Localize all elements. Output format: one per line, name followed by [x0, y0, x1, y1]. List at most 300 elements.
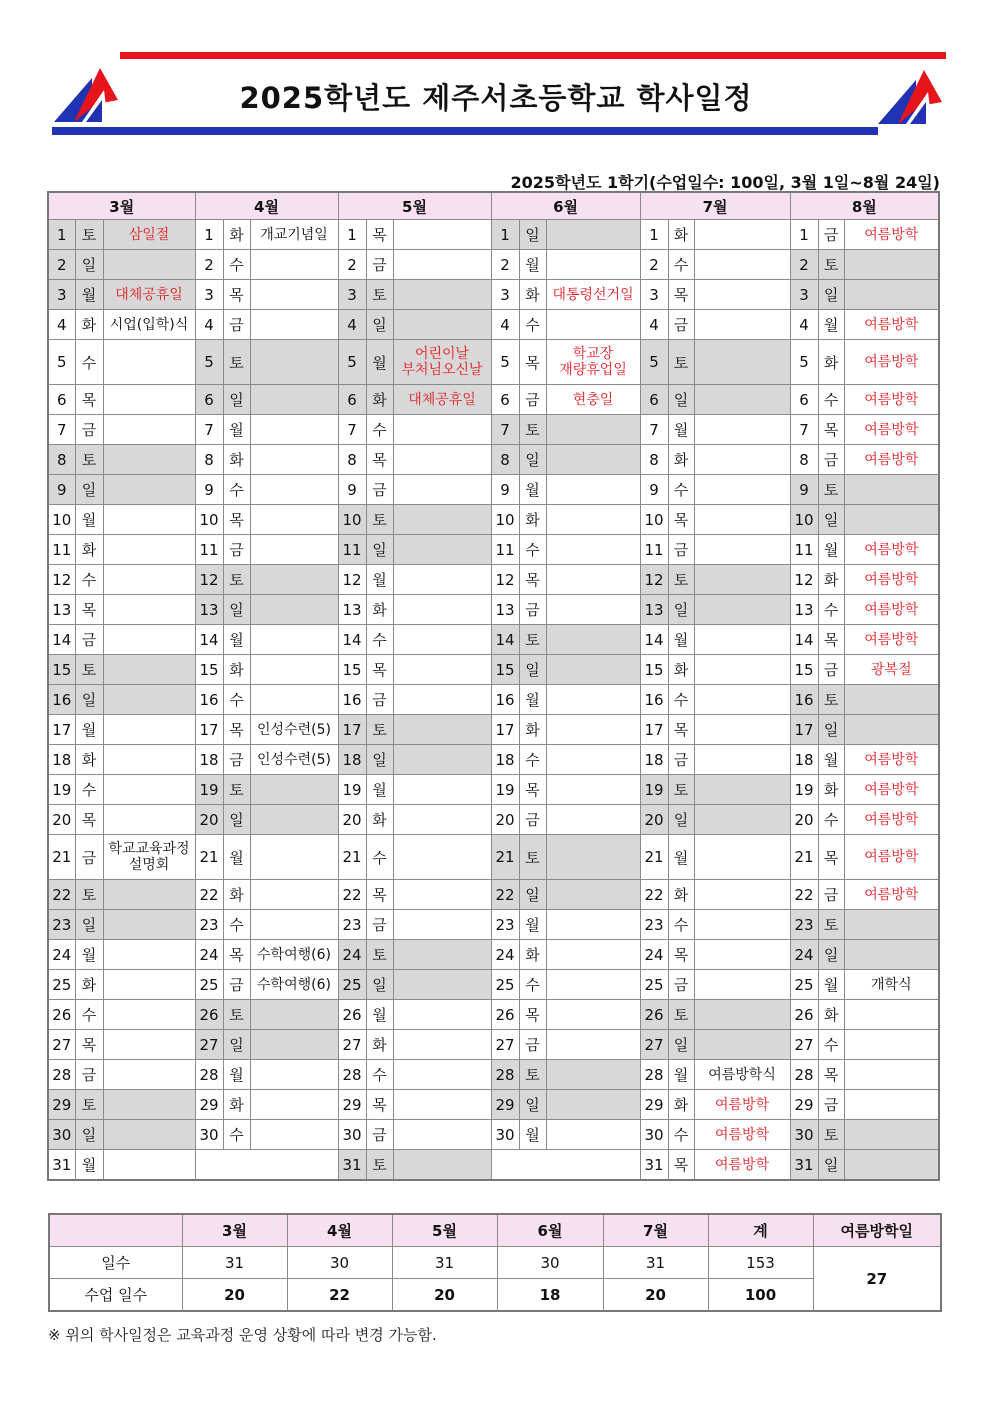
- day-number: 20: [338, 805, 366, 835]
- event-cell: 여름방학: [694, 1090, 790, 1120]
- day-number: 31: [640, 1150, 668, 1181]
- day-number: 15: [790, 655, 818, 685]
- event-cell: 여름방학: [694, 1120, 790, 1150]
- event-cell: [393, 1120, 491, 1150]
- event-cell: 개학식: [844, 970, 939, 1000]
- weekday: 일: [75, 250, 103, 280]
- day-number: 3: [640, 280, 668, 310]
- day-number: 14: [491, 625, 519, 655]
- day-number: 5: [640, 340, 668, 385]
- event-cell: [393, 310, 491, 340]
- event-cell: [250, 910, 338, 940]
- event-cell: [393, 685, 491, 715]
- event-cell: [546, 250, 640, 280]
- weekday: 목: [75, 1030, 103, 1060]
- day-number: 24: [195, 940, 223, 970]
- day-number: 22: [790, 880, 818, 910]
- event-cell: [844, 250, 939, 280]
- weekday: 수: [75, 340, 103, 385]
- month-header: 8월: [790, 192, 939, 220]
- event-cell: [694, 775, 790, 805]
- event-cell: [103, 1030, 195, 1060]
- day-number: 6: [491, 385, 519, 415]
- weekday: 월: [818, 535, 844, 565]
- event-cell: [694, 415, 790, 445]
- event-cell: [546, 565, 640, 595]
- day-number: 25: [640, 970, 668, 1000]
- weekday: 수: [75, 775, 103, 805]
- day-number: 30: [640, 1120, 668, 1150]
- weekday: 토: [75, 1090, 103, 1120]
- day-number: 18: [491, 745, 519, 775]
- weekday: 월: [366, 775, 393, 805]
- event-cell: [694, 280, 790, 310]
- weekday: 월: [366, 1000, 393, 1030]
- day-number: 12: [338, 565, 366, 595]
- weekday: 수: [818, 385, 844, 415]
- day-number: 12: [790, 565, 818, 595]
- weekday: 수: [366, 415, 393, 445]
- weekday: 토: [366, 715, 393, 745]
- event-cell: [694, 310, 790, 340]
- day-number: 26: [491, 1000, 519, 1030]
- weekday: 토: [818, 910, 844, 940]
- weekday: 금: [668, 535, 694, 565]
- event-cell: [694, 475, 790, 505]
- event-cell: [546, 775, 640, 805]
- day-number: 5: [790, 340, 818, 385]
- weekday: 화: [223, 655, 250, 685]
- weekday: 월: [366, 565, 393, 595]
- event-cell: [694, 970, 790, 1000]
- event-cell: [393, 715, 491, 745]
- weekday: 수: [223, 910, 250, 940]
- day-number: 31: [48, 1150, 75, 1181]
- event-cell: [103, 745, 195, 775]
- day-number: 4: [491, 310, 519, 340]
- event-cell: [250, 880, 338, 910]
- event-cell: [103, 970, 195, 1000]
- day-number: 30: [491, 1120, 519, 1150]
- weekday: 금: [519, 1030, 546, 1060]
- weekday: 수: [818, 1030, 844, 1060]
- day-number: 3: [790, 280, 818, 310]
- day-number: 11: [48, 535, 75, 565]
- day-number: 24: [338, 940, 366, 970]
- event-cell: [694, 1030, 790, 1060]
- day-number: 20: [48, 805, 75, 835]
- event-cell: [103, 340, 195, 385]
- weekday: 일: [75, 685, 103, 715]
- event-cell: [103, 1000, 195, 1030]
- weekday: 목: [519, 565, 546, 595]
- event-cell: 학교장 재량휴업일: [546, 340, 640, 385]
- event-cell: [546, 835, 640, 880]
- weekday: 화: [818, 340, 844, 385]
- event-cell: [546, 535, 640, 565]
- day-number: 25: [338, 970, 366, 1000]
- event-cell: [103, 715, 195, 745]
- event-cell: [694, 565, 790, 595]
- event-cell: [103, 880, 195, 910]
- weekday: 수: [818, 595, 844, 625]
- day-number: 16: [338, 685, 366, 715]
- day-number: 11: [195, 535, 223, 565]
- month-header: 4월: [195, 192, 338, 220]
- event-cell: 대체공휴일: [103, 280, 195, 310]
- empty-cell: [195, 1150, 338, 1181]
- event-cell: [694, 625, 790, 655]
- weekday: 금: [75, 1060, 103, 1090]
- weekday: 화: [223, 220, 250, 250]
- weekday: 수: [818, 805, 844, 835]
- weekday: 금: [366, 250, 393, 280]
- event-cell: [694, 535, 790, 565]
- day-number: 2: [790, 250, 818, 280]
- day-number: 16: [491, 685, 519, 715]
- event-cell: [694, 445, 790, 475]
- day-number: 9: [195, 475, 223, 505]
- day-number: 6: [790, 385, 818, 415]
- weekday: 토: [366, 280, 393, 310]
- event-cell: 여름방학: [844, 415, 939, 445]
- event-cell: [694, 505, 790, 535]
- summary-header: 5월: [392, 1214, 497, 1247]
- summary-header: 6월: [497, 1214, 603, 1247]
- event-cell: [103, 565, 195, 595]
- event-cell: 여름방학: [844, 625, 939, 655]
- weekday: 수: [366, 1060, 393, 1090]
- weekday: 화: [668, 220, 694, 250]
- day-number: 29: [195, 1090, 223, 1120]
- month-header: 5월: [338, 192, 491, 220]
- weekday: 월: [818, 745, 844, 775]
- day-number: 22: [491, 880, 519, 910]
- day-number: 19: [195, 775, 223, 805]
- weekday: 토: [223, 565, 250, 595]
- weekday: 목: [818, 1060, 844, 1090]
- day-number: 13: [790, 595, 818, 625]
- weekday: 목: [366, 1090, 393, 1120]
- event-cell: [393, 1030, 491, 1060]
- summary-header: 계: [708, 1214, 813, 1247]
- event-cell: 여름방학: [844, 340, 939, 385]
- day-number: 16: [790, 685, 818, 715]
- event-cell: 개교기념일: [250, 220, 338, 250]
- weekday: 화: [223, 445, 250, 475]
- event-cell: [844, 1030, 939, 1060]
- weekday: 일: [223, 595, 250, 625]
- event-cell: [694, 940, 790, 970]
- weekday: 토: [223, 1000, 250, 1030]
- weekday: 화: [366, 1030, 393, 1060]
- weekday: 토: [75, 880, 103, 910]
- day-number: 28: [491, 1060, 519, 1090]
- weekday: 화: [366, 385, 393, 415]
- event-cell: 대통령선거일: [546, 280, 640, 310]
- event-cell: [844, 475, 939, 505]
- weekday: 화: [668, 1090, 694, 1120]
- day-number: 27: [491, 1030, 519, 1060]
- weekday: 목: [75, 385, 103, 415]
- day-number: 20: [491, 805, 519, 835]
- event-cell: [694, 745, 790, 775]
- event-cell: [844, 1060, 939, 1090]
- weekday: 토: [75, 655, 103, 685]
- weekday: 금: [818, 1090, 844, 1120]
- weekday: 일: [668, 595, 694, 625]
- day-number: 23: [491, 910, 519, 940]
- day-number: 21: [491, 835, 519, 880]
- event-cell: [250, 280, 338, 310]
- event-cell: [694, 655, 790, 685]
- day-number: 9: [640, 475, 668, 505]
- weekday: 수: [519, 745, 546, 775]
- weekday: 금: [75, 625, 103, 655]
- event-cell: [546, 1060, 640, 1090]
- weekday: 월: [519, 685, 546, 715]
- weekday: 금: [818, 445, 844, 475]
- weekday: 월: [519, 475, 546, 505]
- day-number: 14: [48, 625, 75, 655]
- weekday: 월: [668, 625, 694, 655]
- weekday: 토: [668, 565, 694, 595]
- event-cell: 여름방학: [844, 220, 939, 250]
- summary-cell: 22: [287, 1279, 392, 1312]
- event-cell: [393, 250, 491, 280]
- weekday: 화: [519, 940, 546, 970]
- day-number: 23: [195, 910, 223, 940]
- day-number: 24: [48, 940, 75, 970]
- day-number: 8: [640, 445, 668, 475]
- event-cell: [844, 1000, 939, 1030]
- weekday: 토: [75, 220, 103, 250]
- event-cell: [250, 565, 338, 595]
- weekday: 월: [519, 250, 546, 280]
- page-title: 2025학년도 제주서초등학교 학사일정: [239, 81, 753, 115]
- event-cell: [546, 505, 640, 535]
- weekday: 목: [223, 715, 250, 745]
- day-number: 1: [640, 220, 668, 250]
- summary-cell: 18: [497, 1279, 603, 1312]
- weekday: 수: [223, 1120, 250, 1150]
- event-cell: [546, 1120, 640, 1150]
- event-cell: [393, 625, 491, 655]
- day-number: 17: [48, 715, 75, 745]
- day-number: 10: [338, 505, 366, 535]
- day-number: 29: [640, 1090, 668, 1120]
- day-number: 28: [48, 1060, 75, 1090]
- event-cell: 여름방학: [844, 835, 939, 880]
- event-cell: [546, 415, 640, 445]
- weekday: 목: [668, 715, 694, 745]
- day-number: 30: [48, 1120, 75, 1150]
- day-number: 15: [491, 655, 519, 685]
- weekday: 목: [75, 595, 103, 625]
- event-cell: [103, 385, 195, 415]
- event-cell: [393, 1060, 491, 1090]
- day-number: 27: [338, 1030, 366, 1060]
- day-number: 13: [338, 595, 366, 625]
- day-number: 21: [338, 835, 366, 880]
- event-cell: [393, 280, 491, 310]
- weekday: 금: [818, 655, 844, 685]
- weekday: 토: [75, 445, 103, 475]
- event-cell: [393, 1150, 491, 1181]
- event-cell: [393, 970, 491, 1000]
- weekday: 토: [519, 625, 546, 655]
- day-number: 5: [48, 340, 75, 385]
- event-cell: [103, 1090, 195, 1120]
- summary-cell: 30: [497, 1247, 603, 1279]
- weekday: 수: [519, 535, 546, 565]
- event-cell: [250, 385, 338, 415]
- day-number: 26: [48, 1000, 75, 1030]
- weekday: 금: [366, 685, 393, 715]
- day-number: 30: [195, 1120, 223, 1150]
- day-number: 23: [338, 910, 366, 940]
- weekday: 목: [366, 220, 393, 250]
- event-cell: [393, 505, 491, 535]
- event-cell: [546, 310, 640, 340]
- day-number: 6: [195, 385, 223, 415]
- weekday: 금: [818, 880, 844, 910]
- day-number: 1: [491, 220, 519, 250]
- day-number: 4: [338, 310, 366, 340]
- event-cell: [103, 535, 195, 565]
- summary-vacation-days: 27: [813, 1247, 941, 1312]
- day-number: 19: [790, 775, 818, 805]
- summary-cell: 30: [287, 1247, 392, 1279]
- weekday: 일: [519, 655, 546, 685]
- weekday: 월: [75, 715, 103, 745]
- weekday: 목: [366, 880, 393, 910]
- day-number: 27: [640, 1030, 668, 1060]
- day-number: 25: [195, 970, 223, 1000]
- event-cell: [694, 835, 790, 880]
- day-number: 27: [48, 1030, 75, 1060]
- event-cell: 삼일절: [103, 220, 195, 250]
- weekday: 일: [75, 475, 103, 505]
- event-cell: 여름방학: [844, 745, 939, 775]
- day-number: 17: [195, 715, 223, 745]
- weekday: 목: [668, 1150, 694, 1181]
- event-cell: [393, 535, 491, 565]
- weekday: 금: [668, 745, 694, 775]
- event-cell: 대체공휴일: [393, 385, 491, 415]
- weekday: 금: [519, 385, 546, 415]
- event-cell: [250, 1030, 338, 1060]
- day-number: 25: [491, 970, 519, 1000]
- weekday: 화: [668, 445, 694, 475]
- event-cell: [250, 685, 338, 715]
- day-number: 16: [48, 685, 75, 715]
- day-number: 24: [640, 940, 668, 970]
- day-number: 27: [790, 1030, 818, 1060]
- weekday: 월: [223, 1060, 250, 1090]
- day-number: 8: [338, 445, 366, 475]
- weekday: 수: [519, 310, 546, 340]
- event-cell: 여름방학: [694, 1150, 790, 1181]
- day-number: 29: [491, 1090, 519, 1120]
- event-cell: [250, 310, 338, 340]
- day-number: 12: [640, 565, 668, 595]
- weekday: 월: [75, 940, 103, 970]
- weekday: 금: [519, 805, 546, 835]
- weekday: 토: [366, 1150, 393, 1181]
- weekday: 월: [75, 1150, 103, 1181]
- day-number: 7: [640, 415, 668, 445]
- day-number: 25: [790, 970, 818, 1000]
- day-number: 9: [790, 475, 818, 505]
- weekday: 화: [366, 595, 393, 625]
- event-cell: 수학여행(6): [250, 970, 338, 1000]
- weekday: 수: [223, 475, 250, 505]
- day-number: 1: [195, 220, 223, 250]
- weekday: 화: [668, 655, 694, 685]
- summary-header-vacation: 여름방학일: [813, 1214, 941, 1247]
- day-number: 17: [491, 715, 519, 745]
- day-number: 19: [48, 775, 75, 805]
- weekday: 화: [75, 745, 103, 775]
- weekday: 토: [818, 685, 844, 715]
- weekday: 화: [519, 505, 546, 535]
- day-number: 29: [790, 1090, 818, 1120]
- day-number: 12: [491, 565, 519, 595]
- weekday: 화: [519, 280, 546, 310]
- summary-cell: 100: [708, 1279, 813, 1312]
- weekday: 금: [223, 970, 250, 1000]
- day-number: 9: [338, 475, 366, 505]
- day-number: 21: [640, 835, 668, 880]
- event-cell: 광복절: [844, 655, 939, 685]
- event-cell: 인성수련(5): [250, 745, 338, 775]
- weekday: 일: [818, 505, 844, 535]
- day-number: 20: [195, 805, 223, 835]
- summary-cell: 31: [603, 1247, 708, 1279]
- event-cell: 여름방학: [844, 385, 939, 415]
- day-number: 22: [338, 880, 366, 910]
- day-number: 26: [640, 1000, 668, 1030]
- day-number: 31: [338, 1150, 366, 1181]
- day-number: 6: [48, 385, 75, 415]
- event-cell: [844, 280, 939, 310]
- day-number: 13: [491, 595, 519, 625]
- weekday: 토: [223, 775, 250, 805]
- day-number: 28: [640, 1060, 668, 1090]
- event-cell: [546, 805, 640, 835]
- day-number: 15: [48, 655, 75, 685]
- day-number: 3: [491, 280, 519, 310]
- event-cell: [546, 1030, 640, 1060]
- weekday: 일: [223, 1030, 250, 1060]
- weekday: 일: [818, 940, 844, 970]
- weekday: 토: [519, 835, 546, 880]
- weekday: 목: [818, 415, 844, 445]
- weekday: 금: [366, 910, 393, 940]
- event-cell: [546, 715, 640, 745]
- weekday: 금: [519, 595, 546, 625]
- event-cell: [250, 655, 338, 685]
- day-number: 10: [790, 505, 818, 535]
- event-cell: [393, 415, 491, 445]
- event-cell: 여름방학: [844, 775, 939, 805]
- event-cell: [844, 940, 939, 970]
- day-number: 12: [195, 565, 223, 595]
- day-number: 26: [790, 1000, 818, 1030]
- weekday: 수: [668, 910, 694, 940]
- event-cell: [103, 505, 195, 535]
